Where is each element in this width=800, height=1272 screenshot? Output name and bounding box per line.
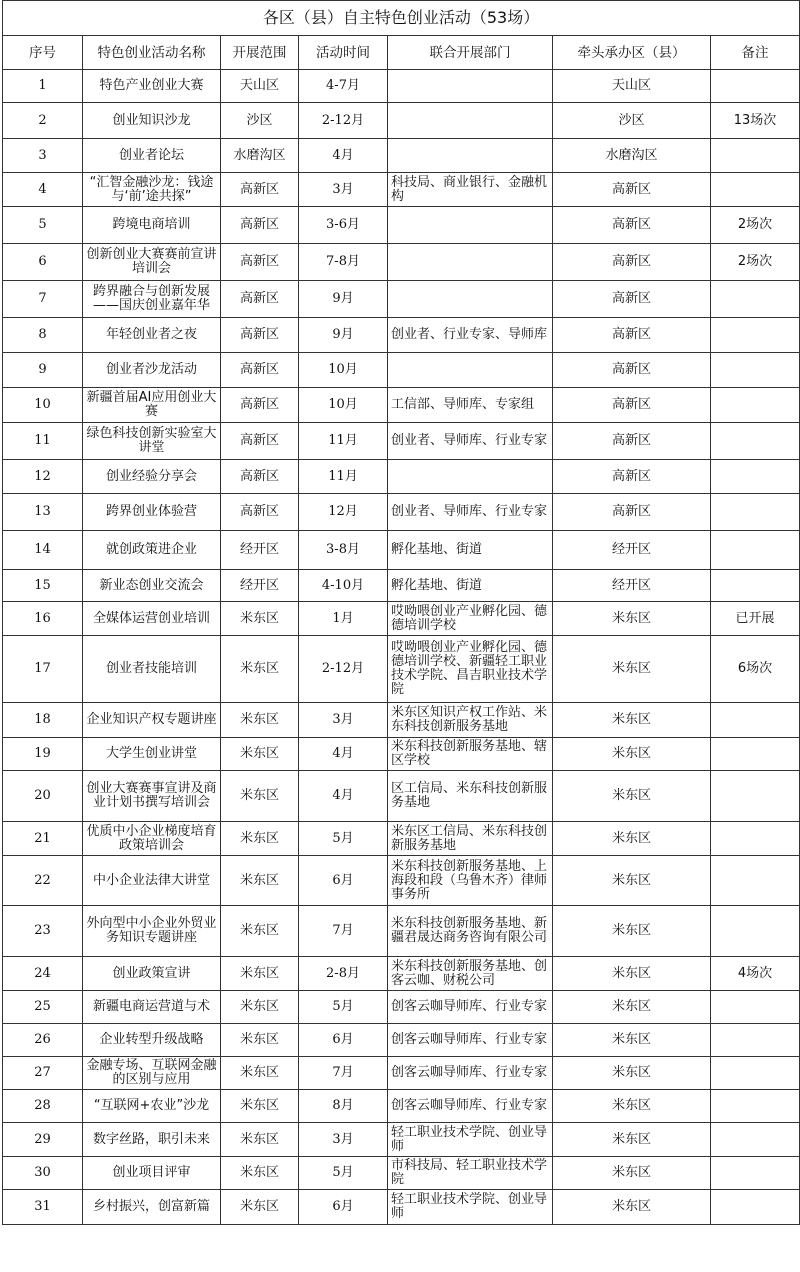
cell-scope: 米东区 <box>221 906 299 957</box>
table-row <box>3 103 800 139</box>
cell-scope: 米东区 <box>221 636 299 703</box>
cell-partners: 轻工职业技术学院、创业导师 <box>388 1190 553 1225</box>
header-host-district: 牵头承办区（县） <box>553 36 711 70</box>
cell-remarks <box>711 1090 800 1123</box>
cell-time: 5月 <box>299 822 388 856</box>
cell-time: 5月 <box>299 1157 388 1190</box>
cell-partners <box>388 70 553 103</box>
cell-partners <box>388 460 553 494</box>
table-row <box>3 1190 800 1225</box>
cell-remarks <box>711 353 800 388</box>
cell-time: 4-10月 <box>299 570 388 602</box>
cell-scope: 天山区 <box>221 70 299 103</box>
cell-time: 6月 <box>299 1190 388 1225</box>
cell-partners: 工信部、导师库、专家组 <box>388 388 553 423</box>
cell-scope: 高新区 <box>221 173 299 207</box>
cell-partners: 创客云咖导师库、行业专家 <box>388 1057 553 1090</box>
cell-remarks: 6场次 <box>711 636 800 703</box>
cell-time: 3月 <box>299 173 388 207</box>
cell-time: 6月 <box>299 1024 388 1057</box>
cell-host-district: 经开区 <box>553 531 711 570</box>
cell-partners: 轻工职业技术学院、创业导师 <box>388 1123 553 1157</box>
cell-time: 1月 <box>299 602 388 636</box>
cell-partners: 米东区工信局、米东科技创新服务基地 <box>388 822 553 856</box>
cell-remarks <box>711 1024 800 1057</box>
cell-partners: 创业者、导师库、行业专家 <box>388 494 553 531</box>
cell-index: 2 <box>3 103 83 139</box>
table-row <box>3 822 800 856</box>
cell-index: 7 <box>3 281 83 318</box>
cell-partners: 科技局、商业银行、金融机构 <box>388 173 553 207</box>
cell-scope: 米东区 <box>221 738 299 771</box>
cell-time: 12月 <box>299 494 388 531</box>
cell-index: 16 <box>3 602 83 636</box>
cell-host-district: 高新区 <box>553 318 711 353</box>
cell-activity-name: 绿色科技创新实验室大讲堂 <box>83 423 221 460</box>
cell-host-district: 米东区 <box>553 856 711 906</box>
cell-activity-name: 就创政策进企业 <box>83 531 221 570</box>
header-remarks: 备注 <box>711 36 800 70</box>
cell-host-district: 经开区 <box>553 570 711 602</box>
cell-activity-name: 大学生创业讲堂 <box>83 738 221 771</box>
cell-host-district: 水磨沟区 <box>553 139 711 173</box>
cell-partners: 米东区知识产权工作站、米东科技创新服务基地 <box>388 703 553 738</box>
table-row <box>3 1024 800 1057</box>
activities-table <box>2 0 800 1225</box>
table-row <box>3 570 800 602</box>
cell-scope: 米东区 <box>221 1024 299 1057</box>
cell-time: 9月 <box>299 281 388 318</box>
cell-activity-name: 新业态创业交流会 <box>83 570 221 602</box>
cell-remarks <box>711 1057 800 1090</box>
header-scope: 开展范围 <box>221 36 299 70</box>
cell-remarks: 2场次 <box>711 244 800 281</box>
cell-index: 1 <box>3 70 83 103</box>
cell-activity-name: 优质中小企业梯度培育政策培训会 <box>83 822 221 856</box>
cell-partners <box>388 281 553 318</box>
cell-time: 2-8月 <box>299 957 388 991</box>
cell-index: 15 <box>3 570 83 602</box>
cell-remarks: 2场次 <box>711 207 800 244</box>
cell-partners: 创业者、导师库、行业专家 <box>388 423 553 460</box>
cell-partners: 米东科技创新服务基地、创客云咖、财税公司 <box>388 957 553 991</box>
cell-index: 26 <box>3 1024 83 1057</box>
cell-activity-name: 企业转型升级战略 <box>83 1024 221 1057</box>
cell-time: 2-12月 <box>299 636 388 703</box>
cell-activity-name: 跨境电商培训 <box>83 207 221 244</box>
cell-scope: 高新区 <box>221 353 299 388</box>
table-row <box>3 636 800 703</box>
cell-scope: 高新区 <box>221 388 299 423</box>
cell-index: 23 <box>3 906 83 957</box>
cell-partners: 创客云咖导师库、行业专家 <box>388 1024 553 1057</box>
cell-scope: 高新区 <box>221 207 299 244</box>
cell-partners <box>388 207 553 244</box>
header-partners: 联合开展部门 <box>388 36 553 70</box>
table-row <box>3 139 800 173</box>
cell-time: 7月 <box>299 1057 388 1090</box>
cell-index: 17 <box>3 636 83 703</box>
cell-activity-name: 跨界创业体验营 <box>83 494 221 531</box>
cell-index: 3 <box>3 139 83 173</box>
cell-activity-name: 外向型中小企业外贸业务知识专题讲座 <box>83 906 221 957</box>
cell-host-district: 天山区 <box>553 70 711 103</box>
cell-remarks <box>711 139 800 173</box>
table-row <box>3 244 800 281</box>
cell-index: 21 <box>3 822 83 856</box>
cell-scope: 高新区 <box>221 460 299 494</box>
cell-time: 9月 <box>299 318 388 353</box>
cell-host-district: 米东区 <box>553 1090 711 1123</box>
cell-time: 8月 <box>299 1090 388 1123</box>
cell-activity-name: 新疆首届AI应用创业大赛 <box>83 388 221 423</box>
cell-remarks <box>711 423 800 460</box>
cell-index: 13 <box>3 494 83 531</box>
header-activity-name: 特色创业活动名称 <box>83 36 221 70</box>
cell-activity-name: 数字丝路，职引未来 <box>83 1123 221 1157</box>
cell-remarks <box>711 991 800 1024</box>
cell-scope: 水磨沟区 <box>221 139 299 173</box>
cell-index: 29 <box>3 1123 83 1157</box>
cell-time: 3-6月 <box>299 207 388 244</box>
cell-scope: 米东区 <box>221 957 299 991</box>
cell-partners: 孵化基地、街道 <box>388 570 553 602</box>
cell-scope: 沙区 <box>221 103 299 139</box>
table-row <box>3 207 800 244</box>
cell-remarks <box>711 738 800 771</box>
cell-time: 6月 <box>299 856 388 906</box>
cell-host-district: 米东区 <box>553 822 711 856</box>
table-row <box>3 771 800 822</box>
cell-host-district: 米东区 <box>553 771 711 822</box>
cell-activity-name: 跨界融合与创新发展——国庆创业嘉年华 <box>83 281 221 318</box>
cell-activity-name: 创业者技能培训 <box>83 636 221 703</box>
table-row <box>3 173 800 207</box>
cell-host-district: 沙区 <box>553 103 711 139</box>
cell-time: 10月 <box>299 353 388 388</box>
cell-remarks <box>711 494 800 531</box>
cell-time: 4月 <box>299 738 388 771</box>
cell-index: 20 <box>3 771 83 822</box>
cell-activity-name: 创业知识沙龙 <box>83 103 221 139</box>
cell-index: 18 <box>3 703 83 738</box>
cell-index: 4 <box>3 173 83 207</box>
header-row <box>3 36 800 70</box>
cell-scope: 米东区 <box>221 822 299 856</box>
cell-index: 28 <box>3 1090 83 1123</box>
cell-activity-name: 创业政策宣讲 <box>83 957 221 991</box>
cell-scope: 米东区 <box>221 1090 299 1123</box>
cell-scope: 高新区 <box>221 244 299 281</box>
cell-partners: 哎呦喂创业产业孵化园、德德培训学校 <box>388 602 553 636</box>
cell-scope: 经开区 <box>221 531 299 570</box>
table-title: 各区（县）自主特色创业活动（53场） <box>3 1 800 36</box>
table-row <box>3 1123 800 1157</box>
cell-host-district: 米东区 <box>553 1057 711 1090</box>
cell-host-district: 高新区 <box>553 244 711 281</box>
cell-host-district: 米东区 <box>553 1024 711 1057</box>
cell-time: 11月 <box>299 460 388 494</box>
table-row <box>3 602 800 636</box>
cell-activity-name: “汇智金融沙龙：钱途与‘前’途共探” <box>83 173 221 207</box>
table-row <box>3 423 800 460</box>
cell-partners: 创业者、行业专家、导师库 <box>388 318 553 353</box>
cell-partners: 米东科技创新服务基地、辖区学校 <box>388 738 553 771</box>
cell-host-district: 高新区 <box>553 423 711 460</box>
cell-remarks <box>711 460 800 494</box>
cell-remarks <box>711 856 800 906</box>
cell-remarks <box>711 281 800 318</box>
cell-index: 12 <box>3 460 83 494</box>
cell-activity-name: 创业者论坛 <box>83 139 221 173</box>
cell-scope: 高新区 <box>221 318 299 353</box>
table-row <box>3 460 800 494</box>
cell-scope: 米东区 <box>221 1157 299 1190</box>
cell-remarks <box>711 822 800 856</box>
cell-activity-name: 创业经验分享会 <box>83 460 221 494</box>
cell-host-district: 米东区 <box>553 636 711 703</box>
cell-partners: 创客云咖导师库、行业专家 <box>388 991 553 1024</box>
table-row <box>3 1057 800 1090</box>
cell-host-district: 高新区 <box>553 207 711 244</box>
cell-index: 31 <box>3 1190 83 1225</box>
cell-remarks <box>711 570 800 602</box>
table-row <box>3 1157 800 1190</box>
cell-index: 25 <box>3 991 83 1024</box>
cell-activity-name: 创业项目评审 <box>83 1157 221 1190</box>
table-row <box>3 738 800 771</box>
cell-partners: 市科技局、轻工职业技术学院 <box>388 1157 553 1190</box>
cell-host-district: 高新区 <box>553 281 711 318</box>
cell-scope: 米东区 <box>221 703 299 738</box>
cell-index: 30 <box>3 1157 83 1190</box>
cell-scope: 高新区 <box>221 494 299 531</box>
cell-index: 5 <box>3 207 83 244</box>
cell-time: 2-12月 <box>299 103 388 139</box>
cell-index: 19 <box>3 738 83 771</box>
table-row <box>3 906 800 957</box>
cell-scope: 米东区 <box>221 1057 299 1090</box>
cell-scope: 经开区 <box>221 570 299 602</box>
cell-time: 3-8月 <box>299 531 388 570</box>
cell-activity-name: 新疆电商运营道与术 <box>83 991 221 1024</box>
cell-remarks <box>711 173 800 207</box>
table-row <box>3 957 800 991</box>
cell-time: 7月 <box>299 906 388 957</box>
cell-scope: 米东区 <box>221 1190 299 1225</box>
cell-scope: 米东区 <box>221 771 299 822</box>
table-row <box>3 281 800 318</box>
cell-activity-name: 中小企业法律大讲堂 <box>83 856 221 906</box>
cell-remarks <box>711 388 800 423</box>
cell-time: 3月 <box>299 1123 388 1157</box>
cell-time: 11月 <box>299 423 388 460</box>
cell-partners <box>388 139 553 173</box>
cell-time: 3月 <box>299 703 388 738</box>
cell-remarks <box>711 703 800 738</box>
cell-activity-name: 年轻创业者之夜 <box>83 318 221 353</box>
cell-host-district: 高新区 <box>553 460 711 494</box>
cell-remarks <box>711 1190 800 1225</box>
cell-index: 14 <box>3 531 83 570</box>
table-row <box>3 353 800 388</box>
cell-host-district: 米东区 <box>553 1190 711 1225</box>
table-row <box>3 1090 800 1123</box>
table-row <box>3 318 800 353</box>
cell-partners <box>388 244 553 281</box>
cell-remarks <box>711 1157 800 1190</box>
cell-host-district: 米东区 <box>553 703 711 738</box>
cell-partners: 米东科技创新服务基地、上海段和段（乌鲁木齐）律师事务所 <box>388 856 553 906</box>
cell-partners: 创客云咖导师库、行业专家 <box>388 1090 553 1123</box>
cell-partners: 米东科技创新服务基地、新疆君晟达商务咨询有限公司 <box>388 906 553 957</box>
table-row <box>3 856 800 906</box>
cell-host-district: 高新区 <box>553 173 711 207</box>
cell-partners: 哎呦喂创业产业孵化园、德德培训学校、新疆轻工职业技术学院、昌吉职业技术学院 <box>388 636 553 703</box>
cell-index: 27 <box>3 1057 83 1090</box>
cell-time: 10月 <box>299 388 388 423</box>
table-row <box>3 531 800 570</box>
cell-activity-name: 企业知识产权专题讲座 <box>83 703 221 738</box>
cell-activity-name: 创业者沙龙活动 <box>83 353 221 388</box>
cell-activity-name: 特色产业创业大赛 <box>83 70 221 103</box>
cell-partners <box>388 353 553 388</box>
cell-remarks <box>711 771 800 822</box>
cell-remarks <box>711 531 800 570</box>
cell-scope: 高新区 <box>221 281 299 318</box>
cell-activity-name: 乡村振兴，创富新篇 <box>83 1190 221 1225</box>
table-row <box>3 388 800 423</box>
cell-host-district: 米东区 <box>553 906 711 957</box>
cell-time: 4月 <box>299 771 388 822</box>
cell-remarks <box>711 1123 800 1157</box>
cell-time: 4-7月 <box>299 70 388 103</box>
cell-host-district: 米东区 <box>553 602 711 636</box>
cell-time: 5月 <box>299 991 388 1024</box>
table-row <box>3 703 800 738</box>
cell-index: 8 <box>3 318 83 353</box>
cell-scope: 米东区 <box>221 1123 299 1157</box>
cell-remarks: 13场次 <box>711 103 800 139</box>
cell-activity-name: 全媒体运营创业培训 <box>83 602 221 636</box>
cell-index: 22 <box>3 856 83 906</box>
cell-partners: 孵化基地、街道 <box>388 531 553 570</box>
cell-remarks <box>711 70 800 103</box>
cell-index: 9 <box>3 353 83 388</box>
cell-partners: 区工信局、米东科技创新服务基地 <box>388 771 553 822</box>
cell-activity-name: “互联网+农业”沙龙 <box>83 1090 221 1123</box>
cell-time: 4月 <box>299 139 388 173</box>
cell-index: 6 <box>3 244 83 281</box>
cell-host-district: 米东区 <box>553 991 711 1024</box>
cell-host-district: 米东区 <box>553 957 711 991</box>
table-row <box>3 991 800 1024</box>
cell-index: 10 <box>3 388 83 423</box>
cell-activity-name: 创业大赛赛事宣讲及商业计划书撰写培训会 <box>83 771 221 822</box>
cell-partners <box>388 103 553 139</box>
cell-scope: 高新区 <box>221 423 299 460</box>
cell-host-district: 高新区 <box>553 494 711 531</box>
cell-remarks: 已开展 <box>711 602 800 636</box>
cell-remarks <box>711 906 800 957</box>
cell-index: 11 <box>3 423 83 460</box>
cell-host-district: 米东区 <box>553 1123 711 1157</box>
cell-host-district: 米东区 <box>553 738 711 771</box>
cell-activity-name: 金融专场、互联网金融的区别与应用 <box>83 1057 221 1090</box>
cell-remarks <box>711 318 800 353</box>
cell-scope: 米东区 <box>221 856 299 906</box>
table-row <box>3 494 800 531</box>
cell-host-district: 高新区 <box>553 353 711 388</box>
cell-time: 7-8月 <box>299 244 388 281</box>
header-index: 序号 <box>3 36 83 70</box>
cell-scope: 米东区 <box>221 602 299 636</box>
cell-remarks: 4场次 <box>711 957 800 991</box>
cell-host-district: 高新区 <box>553 388 711 423</box>
cell-host-district: 米东区 <box>553 1157 711 1190</box>
table-row <box>3 70 800 103</box>
header-time: 活动时间 <box>299 36 388 70</box>
cell-index: 24 <box>3 957 83 991</box>
cell-activity-name: 创新创业大赛赛前宣讲培训会 <box>83 244 221 281</box>
cell-scope: 米东区 <box>221 991 299 1024</box>
